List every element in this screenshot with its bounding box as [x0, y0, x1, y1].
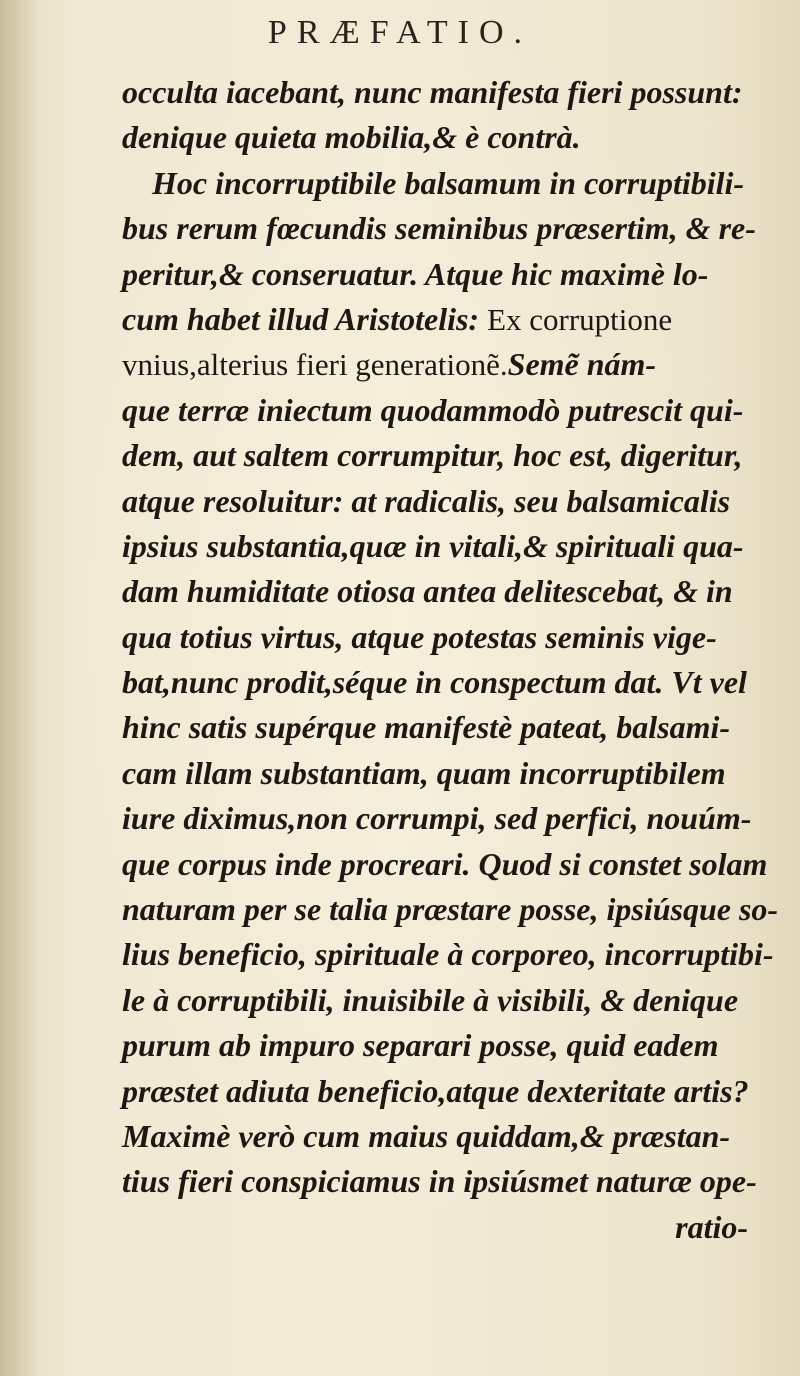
text-line: cam illam substantiam, quam incorruptibilem — [122, 754, 726, 791]
text-line: præstet adiuta beneficio,atque dexteritate artis? — [122, 1072, 749, 1109]
text-line: peritur,& conseruatur. Atque hic maximè lo- — [122, 255, 709, 292]
text-line: iure diximus,non corrumpi, sed perfici, nouúm- — [122, 800, 752, 837]
text-line: dem, aut saltem corrumpitur, hoc est, digeritur, — [122, 437, 743, 474]
text-line: denique quieta mobilia,& è contrà. — [122, 119, 581, 156]
text-line: Hoc incorruptibile balsamum in corruptibili- — [152, 164, 745, 201]
text-line: tius fieri conspiciamus in ipsiúsmet naturæ ope- — [122, 1163, 757, 1200]
text-line: que corpus inde procreari. Quod si constet solam — [122, 845, 768, 882]
text-line: lius beneficio, spirituale à corporeo, incorruptibi- — [122, 936, 774, 973]
text-line: occulta iacebant, nunc manifesta fieri possunt: — [122, 74, 743, 110]
text-line: hinc satis supérque manifestè pateat, balsami- — [122, 709, 731, 746]
roman-quote: Ex corruptione — [487, 301, 673, 337]
text-line: ipsius substantia,quæ in vitali,& spirituali qua- — [122, 527, 744, 564]
text-line: atque resoluitur: at radicalis, seu balsamicalis — [122, 482, 731, 519]
text-line: cum habet illud Aristotelis: Ex corruptione — [122, 300, 673, 337]
text-line: bus rerum fœcundis seminibus præsertim, & re- — [122, 210, 756, 247]
text-line: purum ab impuro separari posse, quid eadem — [122, 1027, 719, 1064]
text-line: naturam per se talia præstare posse, ipsiúsque so- — [122, 891, 779, 928]
text-line: que terræ iniectum quodammodò putrescit qui- — [122, 391, 744, 428]
text-block — [122, 70, 788, 1250]
text-line: Maximè verò cum maius quiddam,& præstan- — [122, 1117, 731, 1154]
catchword: ratio- — [675, 1208, 748, 1245]
text-line: vnius,alterius fieri generationẽ.Semẽ nám- — [122, 346, 657, 383]
running-header: PRÆFATIO. — [267, 14, 533, 51]
text-line: le à corruptibili, inuisibile à visibili, & denique — [122, 981, 739, 1018]
text-line: bat,nunc prodit,séque in conspectum dat. Vt vel — [122, 664, 747, 701]
text-line: qua totius virtus, atque potestas seminis vige- — [122, 618, 717, 655]
roman-quote: vnius,alterius fieri generationẽ. — [122, 347, 508, 383]
page-gutter-shadow — [0, 0, 40, 1376]
text-line: dam humiditate otiosa antea delitescebat, & in — [122, 573, 733, 610]
